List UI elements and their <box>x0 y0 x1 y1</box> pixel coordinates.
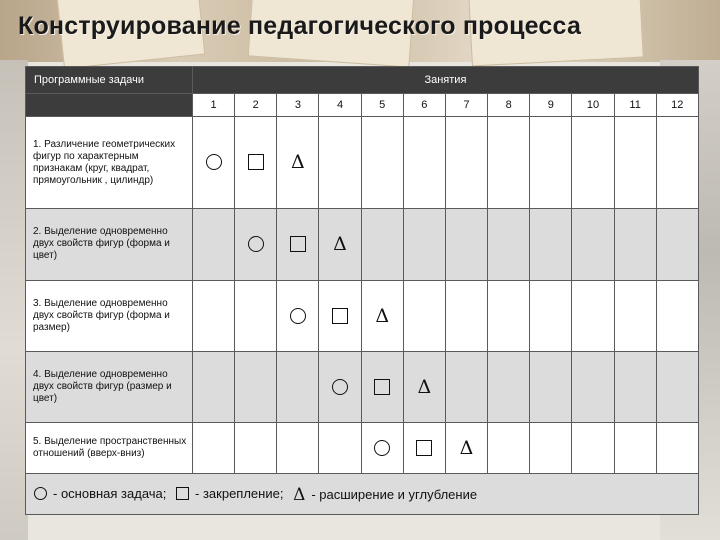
lesson-cell <box>656 209 698 280</box>
lesson-cell <box>193 352 235 423</box>
lesson-number: 9 <box>530 94 572 117</box>
lesson-cell <box>403 352 445 423</box>
lesson-cell <box>403 423 445 474</box>
lesson-cell <box>488 209 530 280</box>
square-icon <box>374 379 390 395</box>
circle-icon <box>374 440 390 456</box>
lesson-cell <box>193 280 235 351</box>
lesson-cell <box>572 209 614 280</box>
task-text: 4. Выделение одновременно двух свойств фигур (размер и цвет) <box>26 352 193 423</box>
lesson-cell <box>614 423 656 474</box>
circle-icon <box>332 379 348 395</box>
page-title: Конструирование педагогического процесса <box>18 12 582 40</box>
table-row <box>26 117 699 209</box>
lesson-cell <box>277 117 319 209</box>
lesson-cell <box>488 423 530 474</box>
lesson-cell <box>614 280 656 351</box>
header-tasks: Программные задачи <box>26 67 193 94</box>
lesson-cell <box>235 117 277 209</box>
delta-icon: Δ <box>459 437 474 459</box>
lesson-cell <box>319 280 361 351</box>
delta-icon: Δ <box>291 151 305 174</box>
square-icon <box>332 308 348 324</box>
circle-icon <box>248 236 264 252</box>
lesson-cell <box>572 280 614 351</box>
lesson-cell <box>445 117 487 209</box>
lesson-cell <box>572 423 614 474</box>
lesson-cell <box>361 209 403 280</box>
lesson-cell <box>445 280 487 351</box>
delta-icon: Δ <box>375 304 390 327</box>
legend-extend <box>293 484 478 505</box>
circle-icon <box>206 154 222 170</box>
lesson-cell <box>277 280 319 351</box>
legend-row <box>26 474 699 515</box>
task-text: 3. Выделение одновременно двух свойств фигур (форма и размер) <box>26 280 193 351</box>
header-corner <box>26 94 193 117</box>
background-left-edge <box>0 60 28 540</box>
delta-icon: Δ <box>293 484 306 505</box>
lesson-cell <box>235 352 277 423</box>
lesson-cell <box>530 117 572 209</box>
square-icon <box>416 440 432 456</box>
legend <box>26 474 699 515</box>
lesson-number-row <box>26 94 699 117</box>
task-text: 2. Выделение одновременно двух свойств фигур (форма и цвет) <box>26 209 193 280</box>
lesson-number: 10 <box>572 94 614 117</box>
lesson-number: 4 <box>319 94 361 117</box>
lesson-cell <box>235 423 277 474</box>
lesson-cell <box>193 117 235 209</box>
lesson-number: 8 <box>488 94 530 117</box>
lesson-cell <box>403 209 445 280</box>
lesson-cell <box>361 352 403 423</box>
lesson-number: 11 <box>614 94 656 117</box>
lesson-number: 3 <box>277 94 319 117</box>
lesson-cell <box>403 280 445 351</box>
lesson-cell <box>361 280 403 351</box>
table-header-row <box>26 67 699 94</box>
lesson-cell <box>193 209 235 280</box>
lesson-cell <box>319 117 361 209</box>
legend-fix <box>176 486 283 501</box>
lesson-cell <box>361 423 403 474</box>
lesson-number: 1 <box>193 94 235 117</box>
task-text: 5. Выделение пространственных отношений (вверх-вниз) <box>26 423 193 474</box>
delta-icon: Δ <box>333 233 347 256</box>
legend-main-label: - основная задача; <box>53 485 167 501</box>
lesson-cell <box>614 352 656 423</box>
header-lessons: Занятия <box>193 67 699 94</box>
lesson-cell <box>656 423 698 474</box>
planning-table <box>25 66 699 515</box>
legend-extend-label: - расширение и углубление <box>311 487 478 502</box>
lesson-cell <box>656 280 698 351</box>
lesson-cell <box>235 280 277 351</box>
lesson-cell <box>488 352 530 423</box>
lesson-number: 5 <box>361 94 403 117</box>
table-row <box>26 209 699 280</box>
lesson-cell <box>656 117 698 209</box>
task-text: 1. Различение геометрических фигур по характерным признакам (круг, квадрат, прямоугольник , цилиндр) <box>26 117 193 209</box>
lesson-cell <box>193 423 235 474</box>
lesson-cell <box>572 117 614 209</box>
lesson-cell <box>572 352 614 423</box>
lesson-cell <box>403 117 445 209</box>
table-row <box>26 423 699 474</box>
square-icon <box>290 236 306 252</box>
lesson-cell <box>614 209 656 280</box>
square-icon <box>248 154 264 170</box>
lesson-cell <box>445 423 487 474</box>
legend-fix-label: - закрепление; <box>195 485 284 501</box>
lesson-cell <box>488 117 530 209</box>
lesson-number: 12 <box>656 94 698 117</box>
lesson-cell <box>277 352 319 423</box>
table-row <box>26 352 699 423</box>
legend-main <box>34 486 166 501</box>
lesson-cell <box>445 209 487 280</box>
lesson-cell <box>530 352 572 423</box>
lesson-cell <box>277 423 319 474</box>
lesson-cell <box>361 117 403 209</box>
lesson-cell <box>530 209 572 280</box>
lesson-cell <box>319 423 361 474</box>
lesson-cell <box>277 209 319 280</box>
lesson-cell <box>614 117 656 209</box>
lesson-cell <box>319 352 361 423</box>
lesson-cell <box>530 423 572 474</box>
square-icon <box>176 487 189 500</box>
circle-icon <box>290 308 306 324</box>
table-row <box>26 280 699 351</box>
lesson-cell <box>656 352 698 423</box>
lesson-cell <box>488 280 530 351</box>
lesson-number: 6 <box>403 94 445 117</box>
circle-icon <box>34 487 47 500</box>
lesson-cell <box>235 209 277 280</box>
lesson-cell <box>530 280 572 351</box>
lesson-cell <box>445 352 487 423</box>
lesson-number: 7 <box>445 94 487 117</box>
lesson-cell <box>319 209 361 280</box>
delta-icon: Δ <box>417 376 432 399</box>
lesson-number: 2 <box>235 94 277 117</box>
